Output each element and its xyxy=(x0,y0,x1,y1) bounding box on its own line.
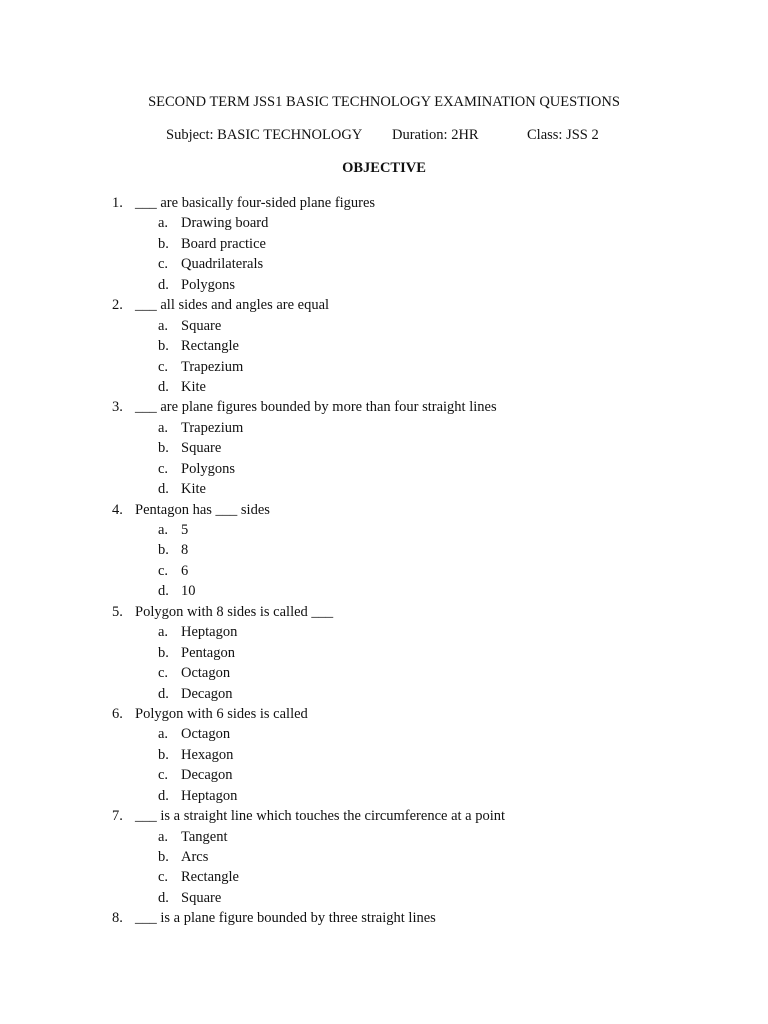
question-item xyxy=(0,908,768,928)
option-letter: d. xyxy=(158,583,169,600)
question-number: 5. xyxy=(112,603,123,620)
option-list xyxy=(0,724,768,806)
exam-title: SECOND TERM JSS1 BASIC TECHNOLOGY EXAMINATION QUESTIONS xyxy=(148,94,620,110)
class-label: Class: JSS 2 xyxy=(527,127,599,143)
question-number: 6. xyxy=(112,705,123,722)
option-letter: b. xyxy=(158,235,169,252)
option-text: Rectangle xyxy=(181,338,239,355)
question-line xyxy=(0,397,768,417)
option-text: Tangent xyxy=(181,828,228,845)
option-letter: d. xyxy=(158,481,169,498)
option-item xyxy=(0,724,768,744)
option-letter: c. xyxy=(158,562,169,579)
option-item xyxy=(0,316,768,336)
option-text: Polygons xyxy=(181,276,235,293)
question-item xyxy=(0,602,768,704)
option-letter: b. xyxy=(158,542,169,559)
option-text: Arcs xyxy=(181,849,209,865)
option-item xyxy=(0,643,768,663)
option-text: Rectangle xyxy=(181,869,239,886)
question-item xyxy=(0,193,768,295)
question-number: 4. xyxy=(112,501,123,518)
option-text: Kite xyxy=(181,481,206,498)
option-letter: b. xyxy=(158,849,169,865)
option-list xyxy=(0,316,768,398)
option-list xyxy=(0,827,768,909)
option-letter: a. xyxy=(158,624,169,641)
option-letter: d. xyxy=(158,685,169,702)
option-letter: a. xyxy=(158,419,169,436)
question-line xyxy=(0,193,768,213)
option-text: Kite xyxy=(181,378,206,395)
option-text: Polygons xyxy=(181,460,235,477)
question-item xyxy=(0,397,768,499)
option-item xyxy=(0,888,768,908)
option-item xyxy=(0,745,768,765)
option-letter: b. xyxy=(158,746,169,763)
question-item xyxy=(0,295,768,397)
option-item xyxy=(0,275,768,295)
option-letter: c. xyxy=(158,665,169,682)
option-list xyxy=(0,213,768,295)
option-text: Board practice xyxy=(181,235,266,252)
question-item xyxy=(0,806,768,908)
option-item xyxy=(0,213,768,233)
option-text: Square xyxy=(181,317,222,334)
option-text: Decagon xyxy=(181,767,233,784)
option-letter: a. xyxy=(158,317,169,334)
option-letter: a. xyxy=(158,522,169,538)
option-letter: a. xyxy=(158,726,169,743)
option-letter: d. xyxy=(158,787,169,804)
option-letter: b. xyxy=(158,440,169,457)
option-item xyxy=(0,847,768,867)
option-item xyxy=(0,234,768,254)
option-letter: c. xyxy=(158,869,169,886)
question-text: Pentagon has ___ sides xyxy=(135,501,270,518)
option-item xyxy=(0,336,768,356)
question-number: 8. xyxy=(112,910,123,927)
option-item xyxy=(0,622,768,642)
option-text: Octagon xyxy=(181,665,231,682)
option-item xyxy=(0,765,768,785)
option-item xyxy=(0,827,768,847)
option-text: 10 xyxy=(181,583,196,600)
option-text: Decagon xyxy=(181,685,233,702)
question-line xyxy=(0,704,768,724)
question-item xyxy=(0,500,768,602)
option-item xyxy=(0,663,768,683)
option-list xyxy=(0,418,768,500)
question-text: ___ all sides and angles are equal xyxy=(135,297,330,314)
option-text: Hexagon xyxy=(181,746,234,763)
option-item xyxy=(0,540,768,560)
option-letter: c. xyxy=(158,256,169,273)
question-number: 2. xyxy=(112,297,123,314)
option-item xyxy=(0,459,768,479)
option-text: Octagon xyxy=(181,726,231,743)
option-letter: b. xyxy=(158,644,169,661)
option-item xyxy=(0,438,768,458)
option-text: Square xyxy=(181,889,222,906)
question-line xyxy=(0,908,768,928)
option-item xyxy=(0,479,768,499)
question-list xyxy=(0,193,768,929)
option-text: Trapezium xyxy=(181,358,244,375)
question-text: ___ is a straight line which touches the circumference at a point xyxy=(135,808,506,825)
question-line xyxy=(0,806,768,826)
option-item xyxy=(0,786,768,806)
exam-meta xyxy=(0,127,768,147)
option-text: 6 xyxy=(181,562,189,579)
option-letter: d. xyxy=(158,889,169,906)
question-line xyxy=(0,602,768,622)
option-letter: a. xyxy=(158,828,169,845)
option-text: Quadrilaterals xyxy=(181,256,264,273)
option-text: Drawing board xyxy=(181,215,269,232)
question-number: 1. xyxy=(112,195,123,211)
question-line xyxy=(0,295,768,315)
option-text: Heptagon xyxy=(181,624,238,641)
question-line xyxy=(0,500,768,520)
option-item xyxy=(0,254,768,274)
option-letter: d. xyxy=(158,378,169,395)
question-text: ___ are plane figures bounded by more than four straight lines xyxy=(135,399,497,416)
option-item xyxy=(0,357,768,377)
question-text: Polygon with 8 sides is called ___ xyxy=(135,603,334,620)
option-item xyxy=(0,561,768,581)
option-text: Pentagon xyxy=(181,644,235,661)
question-number: 7. xyxy=(112,808,123,825)
option-text: Trapezium xyxy=(181,419,244,436)
option-item xyxy=(0,377,768,397)
option-letter: b. xyxy=(158,338,169,355)
option-item xyxy=(0,867,768,887)
option-letter: a. xyxy=(158,215,169,232)
option-text: Heptagon xyxy=(181,787,238,804)
option-text: 8 xyxy=(181,542,189,559)
option-item xyxy=(0,418,768,438)
option-item xyxy=(0,684,768,704)
option-letter: c. xyxy=(158,460,169,477)
option-letter: d. xyxy=(158,276,169,293)
subject-label: Subject: BASIC TECHNOLOGY xyxy=(166,127,363,143)
duration-label: Duration: 2HR xyxy=(392,127,479,143)
question-text: ___ is a plane figure bounded by three straight lines xyxy=(135,910,436,927)
question-number: 3. xyxy=(112,399,123,416)
option-item xyxy=(0,520,768,540)
option-item xyxy=(0,581,768,601)
option-text: 5 xyxy=(181,522,189,538)
option-list xyxy=(0,622,768,704)
option-text: Square xyxy=(181,440,222,457)
question-text: Polygon with 6 sides is called xyxy=(135,705,308,722)
section-heading: OBJECTIVE xyxy=(342,160,426,176)
question-text: ___ are basically four-sided plane figures xyxy=(135,195,376,211)
question-item xyxy=(0,704,768,806)
option-letter: c. xyxy=(158,358,169,375)
option-list xyxy=(0,520,768,602)
option-letter: c. xyxy=(158,767,169,784)
